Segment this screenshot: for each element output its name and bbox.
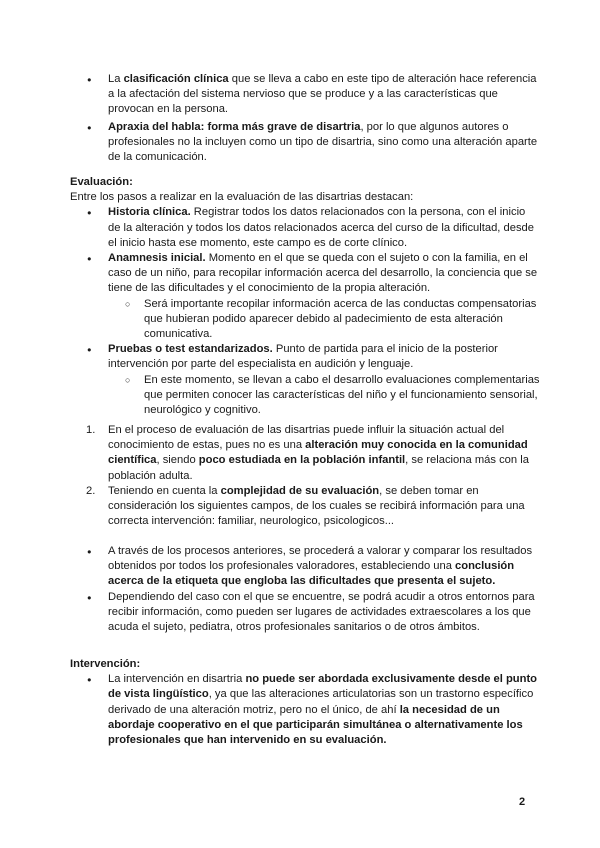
list-item: ● La clasificación clínica que se lleva a cabo en este tipo de alteración hace referencia a la afectación del sistema nervioso que se produce y a las características que provocan en la persona. — [70, 72, 540, 118]
numbered-item: 1. En el proceso de evaluación de las disartrias puede influir la situación actual del conocimiento de estas, pues no es una alteración muy conocida en la comunidad científica, siendo poco estudiada en la población infantil, se relaciona más con la población adulta. — [86, 424, 529, 482]
section-intro: Entre los pasos a realizar en la evaluación de las disartrias destacan: — [70, 191, 414, 204]
section-intervencion — [0, 657, 540, 748]
page-number: 2 — [519, 796, 526, 808]
list-item: ● Anamnesis inicial. Momento en el que se queda con el sujeto o con la familia, en el caso de un niño, para recopilar información acerca del desarrollo, la conciencia que se tiene de las dificultades y el conocimiento de la propia alteración. — [70, 251, 540, 297]
section-evaluacion — [0, 175, 540, 418]
intro-bullet-list — [0, 72, 540, 165]
list-item: ● Apraxia del habla: forma más grave de disartria, por lo que algunos autores o profesionales no la incluyen como un tipo de disartria, sino como una alteración aparte de la comunicación. — [70, 120, 540, 166]
section-heading: Evaluación: — [70, 176, 133, 188]
numbered-item: 2. Teniendo en cuenta la complejidad de su evaluación, se deben tomar en consideración los siguientes campos, de los cuales se recibirá información para una correcta intervención: familiar, neurologico, psicologicos... — [86, 484, 525, 528]
sub-list-item: ○ Será importante recopilar información acerca de las conductas compensatorias que hubieran podido aparecer debido al padecimiento de esta alteración comunicativa. — [70, 297, 540, 343]
list-item: ● A través de los procesos anteriores, se procederá a valorar y comparar los resultados obtenidos por todos los profesionales valoradores, estableciendo una conclusión acerca de la etiqueta que engloba las dificultades que presenta el sujeto. — [70, 544, 540, 590]
list-item: ● Historia clínica. Registrar todos los datos relacionados con la persona, con el inicio de la alteración y todos los datos relacionados acerca del curso de la dificultad, desde el inicio hasta ese momento, este campo es de corte clínico. — [70, 205, 540, 251]
list-item: ● La intervención en disartria no puede ser abordada exclusivamente desde el punto de vista lingüístico, ya que las alteraciones articulatorias son un trastorno específico derivado de una alteración motriz, pero no el único, de ahí la necesidad de un abordaje cooperativo en el que participarán simultánea o alternativamente los profesionales que han intervenido en su evaluación. — [70, 672, 540, 748]
numbered-list — [0, 423, 540, 529]
sub-list-item: ○ En este momento, se llevan a cabo el desarrollo evaluaciones complementarias que permiten conocer las características del niño y el funcionamiento sensorial, neurológico y cognitivo. — [70, 373, 540, 419]
closing-bullet-list — [0, 544, 540, 635]
list-item: ● Pruebas o test estandarizados. Punto de partida para el inicio de la posterior intervención por parte del especialista en audición y lenguaje. — [70, 342, 540, 372]
evaluation-steps-list — [0, 205, 540, 418]
intervention-list — [0, 672, 540, 748]
section-heading: Intervención: — [70, 658, 141, 670]
list-item: ● Dependiendo del caso con el que se encuentre, se podrá acudir a otros entornos para recibir información, como pueden ser lugares de actividades extraescolares a los que acuda el sujeto, pediatra, otros profesionales sanitarios o de otros ámbitos. — [70, 590, 540, 636]
